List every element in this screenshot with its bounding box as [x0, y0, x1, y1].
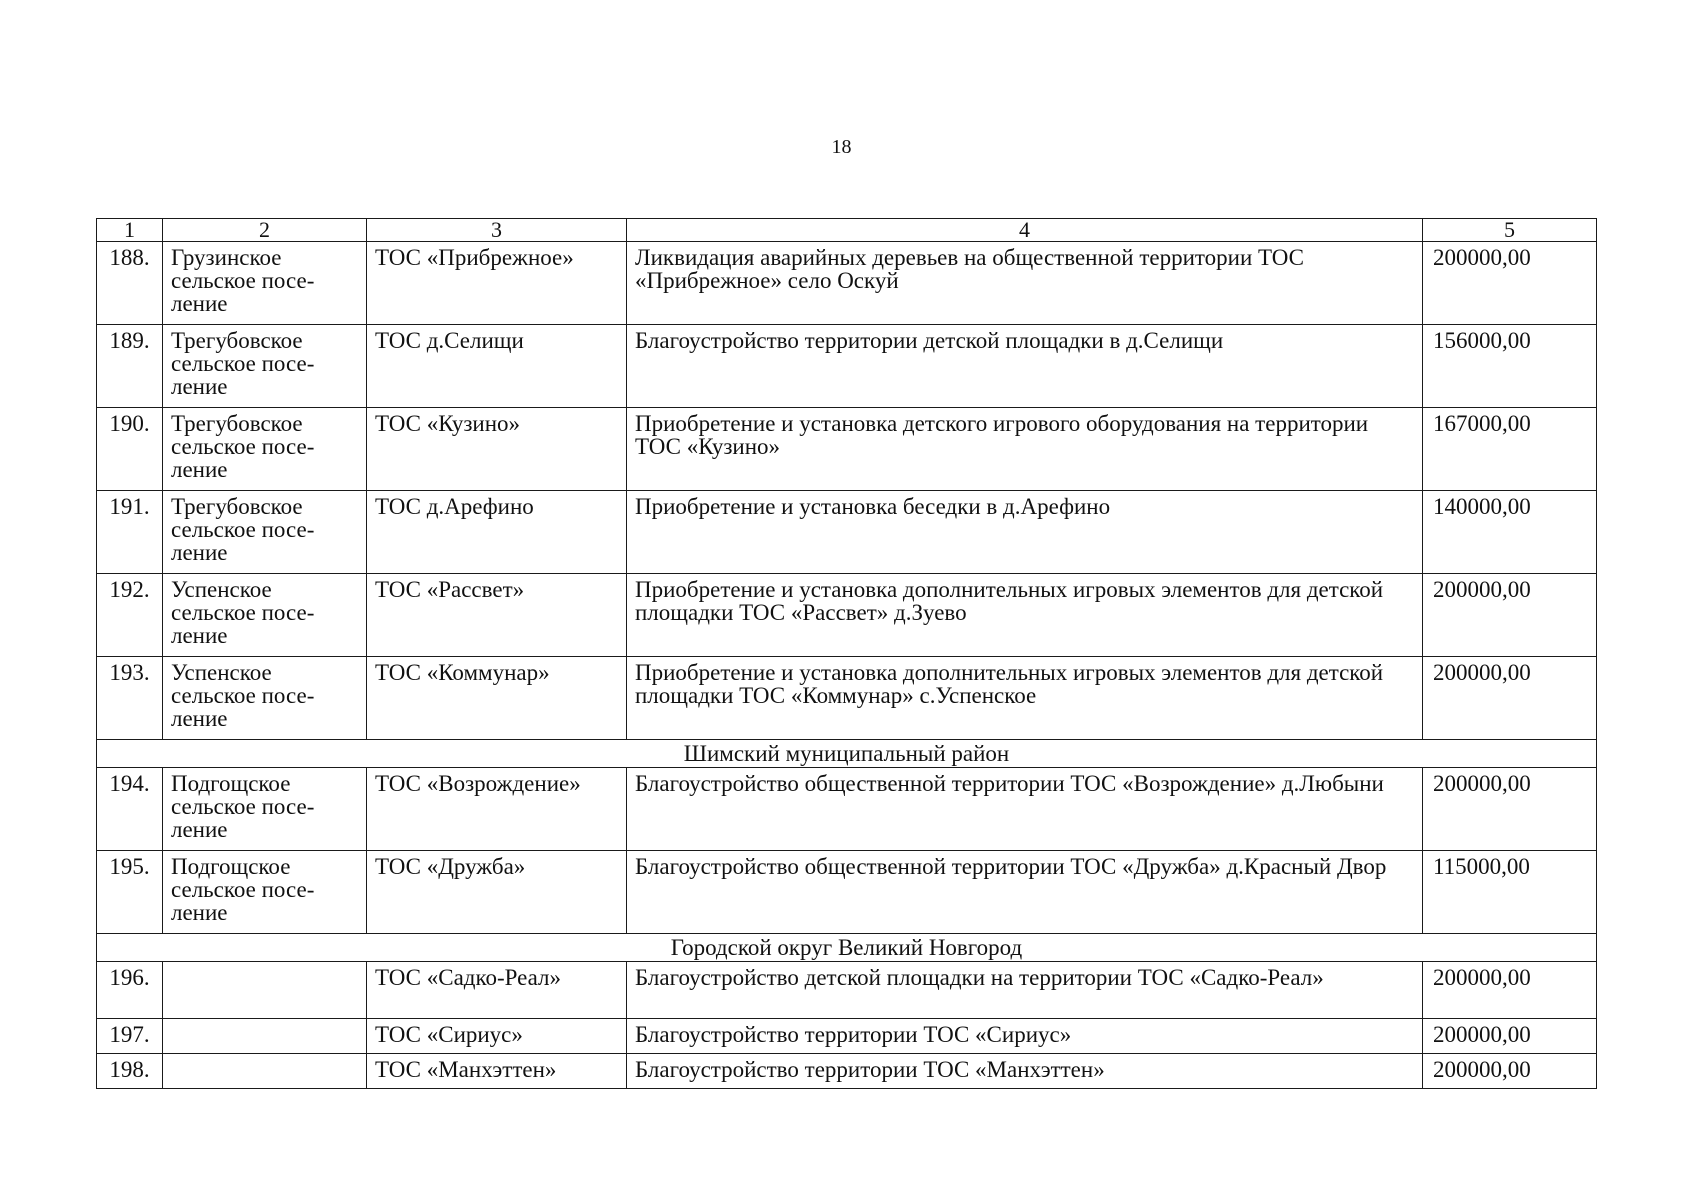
settlement-cell: Успенское сельское посе-ление	[163, 657, 367, 740]
table-row	[97, 491, 1597, 574]
settlement-cell: Грузинское сельское посе-ление	[163, 242, 367, 325]
column-header: 3	[367, 219, 627, 242]
row-number: 193.	[97, 657, 163, 740]
description-cell: Благоустройство общественной территории ТОС «Возрождение» д.Любыни	[627, 768, 1423, 851]
row-number: 191.	[97, 491, 163, 574]
amount-cell: 167000,00	[1423, 408, 1597, 491]
tos-name-cell: ТОС «Сириус»	[367, 1019, 627, 1054]
section-row	[97, 740, 1597, 768]
amount-cell: 200000,00	[1423, 242, 1597, 325]
amount-cell: 200000,00	[1423, 657, 1597, 740]
section-row	[97, 934, 1597, 962]
description-cell: Ликвидация аварийных деревьев на общественной территории ТОС «Прибрежное» село Оскуй	[627, 242, 1423, 325]
column-header: 5	[1423, 219, 1597, 242]
section-title: Шимский муниципальный район	[97, 740, 1597, 768]
section-title: Городской округ Великий Новгород	[97, 934, 1597, 962]
settlement-cell: Трегубовское сельское посе-ление	[163, 408, 367, 491]
settlement-cell	[163, 962, 367, 1019]
table-body	[97, 219, 1597, 1089]
table-row	[97, 768, 1597, 851]
settlement-cell: Подгощское сельское посе-ление	[163, 768, 367, 851]
row-number: 190.	[97, 408, 163, 491]
tos-name-cell: ТОС д.Селищи	[367, 325, 627, 408]
amount-cell: 115000,00	[1423, 851, 1597, 934]
description-cell: Благоустройство территории ТОС «Манхэттен»	[627, 1054, 1423, 1089]
tos-name-cell: ТОС «Коммунар»	[367, 657, 627, 740]
settlement-cell: Успенское сельское посе-ление	[163, 574, 367, 657]
row-number: 198.	[97, 1054, 163, 1089]
tos-name-cell: ТОС д.Арефино	[367, 491, 627, 574]
settlement-cell	[163, 1019, 367, 1054]
table-row	[97, 325, 1597, 408]
tos-name-cell: ТОС «Прибрежное»	[367, 242, 627, 325]
tos-name-cell: ТОС «Дружба»	[367, 851, 627, 934]
table-row	[97, 1054, 1597, 1089]
tos-name-cell: ТОС «Садко-Реал»	[367, 962, 627, 1019]
table-row	[97, 574, 1597, 657]
row-number: 195.	[97, 851, 163, 934]
funding-table	[96, 218, 1597, 1089]
row-number: 194.	[97, 768, 163, 851]
table-header-row	[97, 219, 1597, 242]
row-number: 192.	[97, 574, 163, 657]
row-number: 188.	[97, 242, 163, 325]
description-cell: Приобретение и установка дополнительных игровых элементов для детской площадки ТОС «Рассвет» д.Зуево	[627, 574, 1423, 657]
amount-cell: 200000,00	[1423, 768, 1597, 851]
column-header: 2	[163, 219, 367, 242]
column-header: 1	[97, 219, 163, 242]
amount-cell: 140000,00	[1423, 491, 1597, 574]
settlement-cell	[163, 1054, 367, 1089]
table-row	[97, 657, 1597, 740]
settlement-cell: Трегубовское сельское посе-ление	[163, 325, 367, 408]
table-row	[97, 408, 1597, 491]
description-cell: Приобретение и установка дополнительных игровых элементов для детской площадки ТОС «Коммунар» с.Успенское	[627, 657, 1423, 740]
tos-name-cell: ТОС «Возрождение»	[367, 768, 627, 851]
tos-name-cell: ТОС «Кузино»	[367, 408, 627, 491]
table-row	[97, 242, 1597, 325]
settlement-cell: Трегубовское сельское посе-ление	[163, 491, 367, 574]
page-number: 18	[831, 136, 852, 158]
row-number: 197.	[97, 1019, 163, 1054]
amount-cell: 156000,00	[1423, 325, 1597, 408]
settlement-cell: Подгощское сельское посе-ление	[163, 851, 367, 934]
table-row	[97, 962, 1597, 1019]
amount-cell: 200000,00	[1423, 574, 1597, 657]
amount-cell: 200000,00	[1423, 1019, 1597, 1054]
row-number: 189.	[97, 325, 163, 408]
column-header: 4	[627, 219, 1423, 242]
description-cell: Благоустройство территории детской площадки в д.Селищи	[627, 325, 1423, 408]
table-row	[97, 851, 1597, 934]
description-cell: Приобретение и установка детского игрового оборудования на территории ТОС «Кузино»	[627, 408, 1423, 491]
amount-cell: 200000,00	[1423, 962, 1597, 1019]
tos-name-cell: ТОС «Рассвет»	[367, 574, 627, 657]
tos-name-cell: ТОС «Манхэттен»	[367, 1054, 627, 1089]
description-cell: Благоустройство территории ТОС «Сириус»	[627, 1019, 1423, 1054]
amount-cell: 200000,00	[1423, 1054, 1597, 1089]
description-cell: Приобретение и установка беседки в д.Арефино	[627, 491, 1423, 574]
description-cell: Благоустройство детской площадки на территории ТОС «Садко-Реал»	[627, 962, 1423, 1019]
description-cell: Благоустройство общественной территории ТОС «Дружба» д.Красный Двор	[627, 851, 1423, 934]
table-row	[97, 1019, 1597, 1054]
row-number: 196.	[97, 962, 163, 1019]
